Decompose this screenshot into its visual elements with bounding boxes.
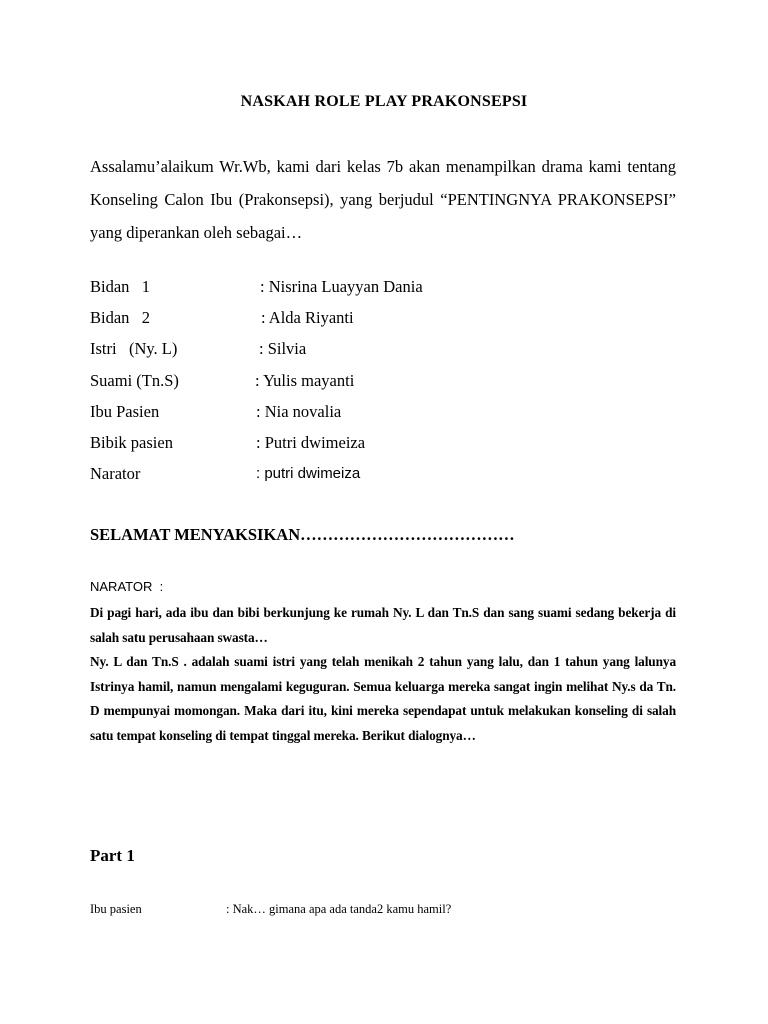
cast-name: : Nia novalia bbox=[256, 401, 342, 421]
cast-row bbox=[90, 458, 690, 489]
cast-role: Bidan 1 bbox=[90, 277, 151, 296]
cast-row bbox=[90, 271, 690, 302]
cast-row bbox=[90, 396, 690, 427]
cast-role: Ibu Pasien bbox=[90, 401, 160, 421]
cast-role: Istri (Ny. L) bbox=[90, 339, 178, 359]
cast-row bbox=[90, 365, 690, 396]
cast-row bbox=[90, 333, 690, 364]
narration-paragraph: Ny. L dan Tn.S . adalah suami istri yang telah menikah 2 tahun yang lalu, dan 1 tahun yang lalunya Istrinya hamil, namun mengalami keguguran. Semua keluarga mereka sangat ingin melihat Ny.s da Tn. D mempunyai momongan. Maka dari itu, kini mereka sependapat untuk melakukan konseling di salah satu tempat konseling di tempat tinggal mereka. Berikut dialognya… bbox=[90, 654, 676, 743]
cast-name: : putri dwimeiza bbox=[256, 465, 361, 483]
cast-row bbox=[90, 302, 690, 333]
closing-heading: SELAMAT MENYAKSIKAN………………………………… bbox=[90, 525, 515, 544]
cast-name: : Yulis mayanti bbox=[255, 370, 355, 390]
cast-role: Bidan 2 bbox=[90, 308, 151, 328]
intro-paragraph: Assalamu’alaikum Wr.Wb, kami dari kelas 7b akan menampilkan drama kami tentang Konseling Calon Ibu (Prakonsepsi), yang berjudul “PENTINGNYA PRAKONSEPSI” yang diperankan oleh sebagai… bbox=[90, 157, 676, 242]
part-heading: Part 1 bbox=[90, 846, 135, 865]
narration-paragraph: Di pagi hari, ada ibu dan bibi berkunjung ke rumah Ny. L dan Tn.S dan sang suami sedang bekerja di salah satu perusahaan swasta… bbox=[90, 605, 676, 645]
cast-name: : Putri dwimeiza bbox=[256, 432, 366, 452]
cast-name: : Alda Riyanti bbox=[261, 308, 354, 328]
dialog-speaker: Ibu pasien bbox=[90, 902, 142, 916]
cast-name: : Nisrina Luayyan Dania bbox=[260, 277, 423, 296]
cast-role: Suami (Tn.S) bbox=[90, 370, 179, 390]
page-title: NASKAH ROLE PLAY PRAKONSEPSI bbox=[240, 93, 528, 110]
dialog-text: : Nak… gimana apa ada tanda2 kamu hamil? bbox=[226, 902, 452, 916]
cast-row bbox=[90, 427, 690, 458]
cast-role: Narator bbox=[90, 464, 141, 484]
cast-list bbox=[90, 271, 690, 489]
cast-name: : Silvia bbox=[259, 339, 307, 359]
narration-block bbox=[90, 601, 676, 748]
narator-label: NARATOR : bbox=[90, 579, 164, 594]
cast-role: Bibik pasien bbox=[90, 432, 173, 452]
